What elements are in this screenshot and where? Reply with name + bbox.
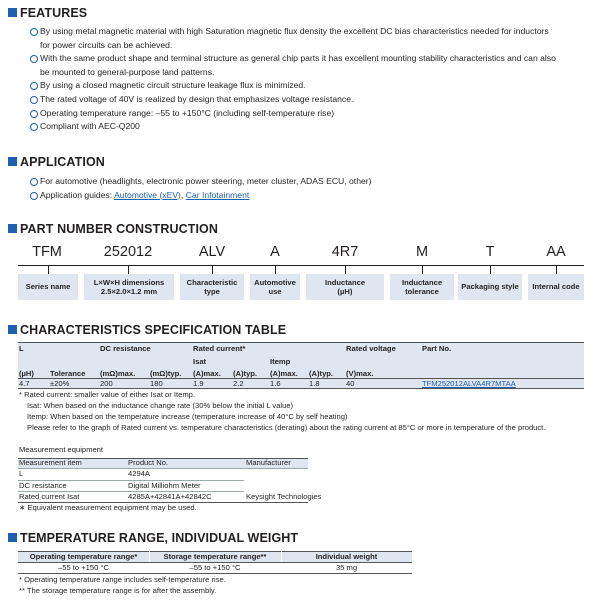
label-characteristic: Characteristic type [180, 274, 244, 300]
bullet-circle-icon [30, 55, 38, 63]
part-number-heading: PART NUMBER CONSTRUCTION [8, 222, 218, 236]
temp-col-weight: Individual weight [315, 552, 378, 561]
label-dimensions: L×W×H dimensions 2.5×2.0×1.2 mm [84, 274, 174, 300]
list-item: Compliant with AEC-Q200 [30, 120, 590, 134]
label-series: Series name [18, 274, 78, 300]
list-item: With the same product shape and terminal structure as general chip parts it has excellent mounting stability characteristics and can also [30, 52, 590, 66]
tick [48, 265, 49, 274]
meas-manufacturer: Keysight Technologies [246, 492, 322, 501]
col-l: L [19, 344, 24, 353]
col-dc-resistance: DC resistance [100, 344, 151, 353]
measurement-note: ∗ Equivalent measurement equipment may be used. [19, 503, 197, 512]
car-infotainment-link[interactable]: Car Infotainment [185, 189, 250, 200]
list-item-continued: for power circuits can be achieved. [40, 39, 173, 50]
features-heading: FEATURES [8, 6, 87, 20]
section-square-icon [8, 8, 17, 17]
meas-col-product: Product No. [128, 458, 169, 467]
temp-col-operating: Operating temperature range* [29, 552, 138, 561]
list-item: Operating temperature range: –55 to +150°C (including self-temperature rise) [30, 107, 590, 121]
code-inductance: 4R7 [331, 244, 359, 260]
unit-isat-max: (A)max. [193, 369, 221, 378]
temp-storage-value: –55 to +150 °C [189, 563, 241, 572]
list-item: By using metal magnetic material with high Saturation magnetic flux density the excellent DC bias characteristics needed for inductors [30, 25, 590, 39]
section-square-icon [8, 325, 17, 334]
divider [18, 573, 412, 574]
cell-voltage: 40 [346, 379, 355, 388]
code-automotive: A [270, 244, 280, 260]
tick [490, 265, 491, 274]
code-packaging: T [485, 244, 495, 260]
code-tolerance: M [415, 244, 429, 260]
meas-item: DC resistance [19, 481, 67, 490]
meas-item: L [19, 469, 24, 478]
cell-dc-typ: 180 [150, 379, 163, 388]
bullet-circle-icon [30, 96, 38, 104]
unit-itemp-max: (A)max. [270, 369, 298, 378]
col-part-no: Part No. [422, 344, 452, 353]
list-item: The rated voltage of 40V is realized by design that emphasizes voltage resistance. [30, 93, 590, 107]
label-automotive: Automotive use [250, 274, 300, 300]
col-rated-current: Rated current* [193, 344, 246, 353]
unit-isat-typ: (A)typ. [233, 369, 258, 378]
unit-mohm-typ: (mΩ)typ. [150, 369, 182, 378]
tick [128, 265, 129, 274]
weight-value: 35 mg [335, 563, 358, 572]
tick [345, 265, 346, 274]
unit-v-max: (V)max. [346, 369, 374, 378]
temperature-heading: TEMPERATURE RANGE, INDIVIDUAL WEIGHT [8, 531, 298, 545]
cell-tolerance: ±20% [50, 379, 70, 388]
temp-operating-value: –55 to +150 °C [58, 563, 109, 572]
bullet-circle-icon [30, 28, 38, 36]
application-heading: APPLICATION [8, 155, 105, 169]
cell-dc-max: 200 [100, 379, 113, 388]
bullet-circle-icon [30, 192, 38, 200]
features-list [30, 25, 590, 134]
label-inductance: Inductance (µH) [306, 274, 384, 300]
list-item: Application guides: Automotive (xEV), Car Infotainment [30, 189, 590, 203]
bullet-circle-icon [30, 178, 38, 186]
meas-product: 4294A [128, 469, 150, 478]
temperature-note: ** The storage temperature range is for after the assembly. [19, 586, 217, 595]
measurement-title: Measurement equipment [19, 445, 103, 454]
part-number-link[interactable]: TFM252012ALVA4R7MTAA [422, 379, 516, 388]
meas-col-item: Measurement item [19, 458, 82, 467]
unit-itemp-typ: (A)typ. [309, 369, 334, 378]
bullet-circle-icon [30, 110, 38, 118]
label-internal: Internal code [528, 274, 584, 300]
spec-note: Please refer to the graph of Rated current vs. temperature characteristics (derating) about the rating current at 85°C or more in temperature of the product. [27, 423, 546, 432]
list-item: By using a closed magnetic circuit structure leakage flux is minimized. [30, 79, 590, 93]
section-square-icon [8, 157, 17, 166]
meas-product: 4285A+42841A+42842C [128, 492, 212, 501]
tick [275, 265, 276, 274]
code-internal: AA [546, 244, 566, 260]
code-series: TFM [32, 244, 62, 260]
part-number-baseline [18, 265, 584, 266]
cell-isat-typ: 2.2 [233, 379, 244, 388]
cell-itemp-typ: 1.8 [309, 379, 320, 388]
application-list [30, 175, 590, 202]
temp-col-storage: Storage temperature range** [163, 552, 267, 561]
tick [422, 265, 423, 274]
code-dimensions: 252012 [103, 244, 153, 260]
cell-isat-max: 1.9 [193, 379, 204, 388]
code-characteristic: ALV [198, 244, 226, 260]
label-tolerance: Inductance tolerance [390, 274, 454, 300]
col-rated-voltage: Rated voltage [346, 344, 396, 353]
spec-note: Itemp: When based on the temperature increase (temperature increase of 40°C by self heating) [27, 412, 348, 421]
spec-table-heading: CHARACTERISTICS SPECIFICATION TABLE [8, 323, 286, 337]
meas-col-manufacturer: Manufacturer [246, 458, 291, 467]
cell-l: 4.7 [19, 379, 30, 388]
cell-itemp-max: 1.6 [270, 379, 281, 388]
automotive-xev-link[interactable]: Automotive (xEV) [114, 189, 181, 200]
bullet-circle-icon [30, 82, 38, 90]
tick [212, 265, 213, 274]
meas-item: Rated current Isat [19, 492, 80, 501]
divider [18, 468, 308, 469]
temperature-note: * Operating temperature range includes self-temperature rise. [19, 575, 226, 584]
spec-note: Isat: When based on the inductance change rate (30% below the initial L value) [27, 401, 294, 410]
section-square-icon [8, 224, 17, 233]
label-packaging: Packaging style [458, 274, 522, 300]
list-item: For automotive (headlights, electronic power steering, meter cluster, ADAS ECU, other) [30, 175, 590, 189]
unit-uh: (µH) [19, 369, 34, 378]
unit-mohm-max: (mΩ)max. [100, 369, 136, 378]
list-item-continued: be mounted to general-purpose land patterns. [40, 66, 215, 77]
col-isat: Isat [193, 357, 207, 366]
col-itemp: Itemp [270, 357, 291, 366]
tick [556, 265, 557, 274]
unit-tolerance: Tolerance [50, 369, 86, 378]
spec-note: * Rated current: smaller value of either Isat or Itemp. [19, 390, 195, 399]
section-square-icon [8, 533, 17, 542]
meas-product: Digital Milliohm Meter [128, 481, 201, 490]
bullet-circle-icon [30, 123, 38, 131]
